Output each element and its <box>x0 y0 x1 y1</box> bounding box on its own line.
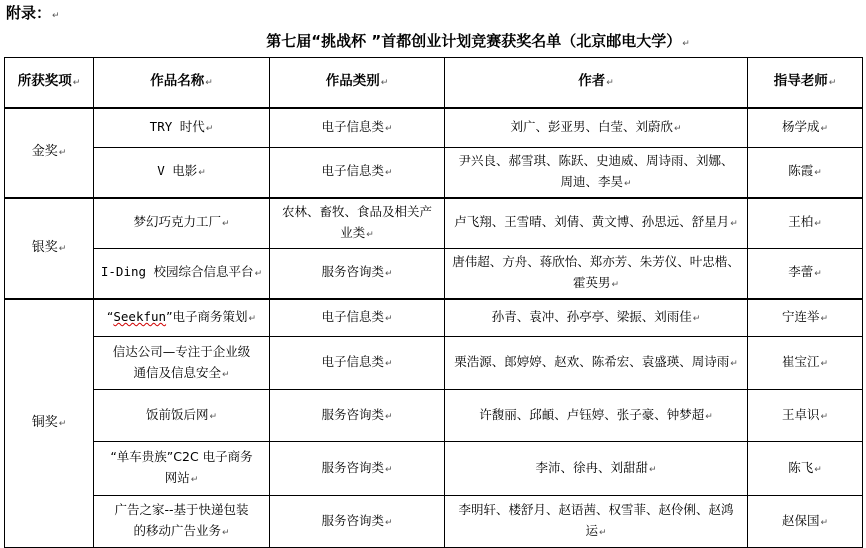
header-work-name: 作品名称↵ <box>94 58 270 109</box>
spellcheck-word: Seekfun <box>113 308 167 324</box>
work-name-cell: I-Ding 校园综合信息平台↵ <box>94 248 270 299</box>
table-row <box>5 198 863 249</box>
work-name-cell: TRY 时代↵ <box>94 108 270 147</box>
table-row <box>5 299 863 337</box>
advisor-cell: 陈霞↵ <box>748 147 863 198</box>
authors-cell: 许馥丽、邱頔、卢钰婷、张子豪、钟梦超↵ <box>445 390 748 442</box>
advisor-cell: 宁连举↵ <box>748 299 863 337</box>
authors-cell: 刘广、彭亚男、白莹、刘蔚欣↵ <box>445 108 748 147</box>
work-name-cell: 梦幻巧克力工厂↵ <box>94 198 270 249</box>
category-cell: 服务咨询类↵ <box>270 496 445 548</box>
category-cell: 农林、畜牧、食品及相关产 业类↵ <box>270 198 445 249</box>
category-cell: 电子信息类↵ <box>270 108 445 147</box>
authors-cell: 孙青、袁冲、孙亭亭、梁振、刘雨佳↵ <box>445 299 748 337</box>
work-name-cell: 广告之家--基于快递包装 的移动广告业务↵ <box>94 496 270 548</box>
advisor-cell: 陈飞↵ <box>748 442 863 496</box>
authors-cell: 卢飞翔、王雪晴、刘倩、黄文博、孙思远、舒星月↵ <box>445 198 748 249</box>
category-cell: 电子信息类↵ <box>270 337 445 390</box>
table-row <box>5 337 863 390</box>
table-row <box>5 147 863 198</box>
work-name-cell: “Seekfun”电子商务策划↵ <box>94 299 270 337</box>
appendix-label: 附录：↵ <box>6 4 60 22</box>
header-prize: 所获奖项↵ <box>5 58 94 109</box>
authors-cell: 李沛、徐冉、刘甜甜↵ <box>445 442 748 496</box>
advisor-cell: 赵保国↵ <box>748 496 863 548</box>
advisor-cell: 王卓识↵ <box>748 390 863 442</box>
category-cell: 服务咨询类↵ <box>270 442 445 496</box>
table-row <box>5 442 863 496</box>
category-cell: 服务咨询类↵ <box>270 390 445 442</box>
advisor-cell: 杨学成↵ <box>748 108 863 147</box>
work-name-cell: V 电影↵ <box>94 147 270 198</box>
work-name-cell: 饭前饭后网↵ <box>94 390 270 442</box>
advisor-cell: 王柏↵ <box>748 198 863 249</box>
table-row <box>5 390 863 442</box>
authors-cell: 唐伟超、方舟、蒋欣怡、郑亦芳、朱芳仪、叶忠楷、 霍英男↵ <box>445 248 748 299</box>
page-title: 第七届“挑战杯 ”首都创业计划竞赛获奖名单（北京邮电大学）↵ <box>266 32 690 50</box>
work-name-cell: “单车贵族”C2C 电子商务 网站↵ <box>94 442 270 496</box>
header-authors: 作者↵ <box>445 58 748 109</box>
authors-cell: 栗浩源、郎婷婷、赵欢、陈希宏、袁盛瑛、周诗雨↵ <box>445 337 748 390</box>
header-advisor: 指导老师↵ <box>748 58 863 109</box>
prize-gold: 金奖↵ <box>5 108 94 198</box>
prize-bronze: 铜奖↵ <box>5 299 94 548</box>
authors-cell: 李明轩、楼舒月、赵语茜、权雪菲、赵伶俐、赵鸿 运↵ <box>445 496 748 548</box>
table-header-row <box>5 58 863 109</box>
table-row <box>5 108 863 147</box>
awards-table <box>4 57 863 548</box>
table-row <box>5 496 863 548</box>
category-cell: 服务咨询类↵ <box>270 248 445 299</box>
header-category: 作品类别↵ <box>270 58 445 109</box>
table-row <box>5 248 863 299</box>
category-cell: 电子信息类↵ <box>270 299 445 337</box>
advisor-cell: 崔宝江↵ <box>748 337 863 390</box>
prize-silver: 银奖↵ <box>5 198 94 299</box>
category-cell: 电子信息类↵ <box>270 147 445 198</box>
advisor-cell: 李蕾↵ <box>748 248 863 299</box>
authors-cell: 尹兴良、郝雪琪、陈跃、史迪威、周诗雨、刘娜、 周迪、李昊↵ <box>445 147 748 198</box>
work-name-cell: 信达公司—专注于企业级 通信及信息安全↵ <box>94 337 270 390</box>
